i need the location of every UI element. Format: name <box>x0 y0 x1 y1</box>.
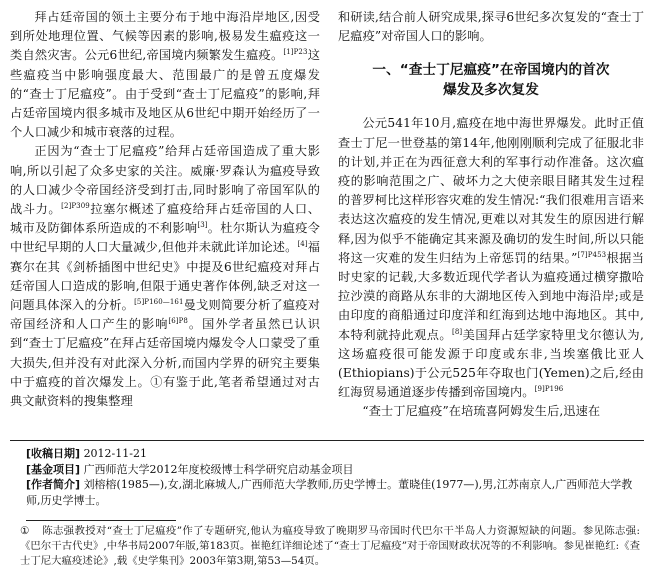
meta-value: 刘榕榕(1985—),女,湖北麻城人,广西师范大学教师,历史学博士。董晓佳(1977—),男,江苏南京人,广西师范大学教师,历史学博士。 <box>26 478 633 507</box>
article-meta <box>26 446 638 508</box>
fund-project <box>26 462 638 478</box>
text-run: 美国拜占廷学家特里戈尔德认为,这场瘟疫很可能发源于印度或东非,当埃塞俄比亚人(Ethiopians)于公元525年夺取也门(Yemen)之后,经由红海贸易通道逐步传播到帝国境内。 <box>338 327 645 400</box>
paragraph-outbreak <box>338 114 644 402</box>
right-column <box>338 8 644 422</box>
text-run: 拉塞尔概述了瘟疫给拜占廷帝国的人口、城市及防御体系所造成的不利影响 <box>10 202 320 236</box>
citation-ref: [6]P8 <box>168 317 188 326</box>
received-date <box>26 446 638 462</box>
meta-label: [收稿日期] <box>26 447 81 460</box>
citation-ref: [2]P309 <box>61 201 90 210</box>
section-heading-line2: 爆发及多次复发 <box>443 82 539 99</box>
section-heading <box>338 60 644 100</box>
citation-ref: [4] <box>297 240 308 249</box>
text-run: 。杜尔斯认为瘟疫令中世纪早期的人口大量减少,但他并未就此详加论述。 <box>10 221 320 255</box>
text-run: 。国外学者虽然已认识到“查士丁尼瘟疫”在拜占廷帝国境内爆发令人口蒙受了重大损失,但并没有对此深入分析,而国内学界的研究主要集中于瘟疫的首次爆发上。 <box>10 317 321 389</box>
text-run: 有鉴于此,笔者希望通过对古典文献资料的搜集整理 <box>10 374 320 409</box>
citation-ref: [9]P196 <box>534 385 564 394</box>
meta-label: [基金项目] <box>26 462 81 476</box>
citation-ref: [7]P453 <box>577 250 607 259</box>
footnote-rule <box>26 520 176 521</box>
text-run: 正因为“查士丁尼瘟疫”给拜占廷帝国造成了重大影响,所以引起了众多史家的关注。威廉·罗森认为瘟疫导致的人口减少令帝国经济受到打击,同时影响了帝国军队的战斗力。 <box>10 144 320 217</box>
paragraph-intro <box>10 8 320 142</box>
meta-value: 2012-11-21 <box>83 447 147 460</box>
citation-ref: [5]P160—161 <box>134 297 184 306</box>
text-run: 拜占廷帝国的领土主要分布于地中海沿岸地区,因受到所处地理位置、气候等因素的影响,极易发生瘟疫这一类自然灾害。公元6世纪,帝国境内频繁发生瘟疫。 <box>10 10 320 63</box>
footnote-marker: ① <box>150 374 163 389</box>
text-run: 福赛尔在其《剑桥插图中世纪史》中提及6世纪瘟疫对拜占廷帝国人口造成的影响,但限于通史著作体例,缺乏对这一问题具体深入的分析。 <box>10 240 320 313</box>
author-info <box>26 477 638 508</box>
paragraph-literature <box>10 142 320 411</box>
meta-label: [作者简介] <box>26 478 81 491</box>
citation-ref: [3] <box>197 221 208 230</box>
section-heading-line1: 一、“查士丁尼瘟疫”在帝国境内的首次 <box>372 62 610 79</box>
text-run: 根据当时史家的记载,大多数近现代学者认为瘟疫通过横穿撒哈拉沙漠的商路从东非的大湖地区传入到地中海沿岸;或是由印度的商船通过印度洋和红海到达地中海地区。其中,本特利就持此观点。 <box>338 250 644 342</box>
footnote <box>20 524 640 569</box>
paragraph-spread: “查士丁尼瘟疫”在培琉喜阿姆发生后,迅速在 <box>362 404 601 419</box>
citation-ref: [1]P23 <box>283 48 308 57</box>
paragraph-continued: 和研读,结合前人研究成果,探寻6世纪多次复发的“查士丁尼瘟疫”对帝国人口的影响。 <box>338 10 644 44</box>
left-column <box>10 8 320 411</box>
text-run: 公元541年10月,瘟疫在地中海世界爆发。此时正值查士丁尼一世登基的第14年,他刚刚顺利完成了征服北非的计划,并正在为西征意大利的军事行动作准备。这次瘟疫的影响范围之广、破坏力之大使亲眼目睹其发生过程的普罗柯比这样形容灾难的发生情况:“我们很难用言语来表达这次瘟疫的发生情况,更难以对其发生的原因进行解释,因为似乎不能确定其来源及确切的发生时间,所以只能将这一灾难的发生归结为上帝惩罚的结果。” <box>338 116 644 265</box>
meta-value: 广西师范大学2012年度校级博士科学研究启动基金项目 <box>83 462 354 476</box>
text-run: 这些瘟疫当中影响强度最大、范围最广的是曾五度爆发的“查士丁尼瘟疫”。由于受到“查士丁尼瘟疫”的影响,拜占廷帝国境内很多城市及地区从6世纪中期开始经历了一个人口减少和城市衰落的过程。 <box>10 48 320 140</box>
column-divider-rule <box>10 440 644 441</box>
citation-ref: [8] <box>452 327 463 336</box>
text-run: 曼戈则简要分析了瘟疫对帝国经济和人口产生的影响 <box>10 298 321 332</box>
footnote-mark: ① <box>20 525 30 537</box>
footnote-text: 陈志强教授对“查士丁尼瘟疫”作了专题研究,他认为瘟疫导致了晚期罗马帝国时代巴尔干半岛人力资源短缺的问题。参见陈志强:《巴尔干古代史》,中华书局2007年版,第183页。崔艳红详细论述了“查士丁尼瘟疫”对于帝国财政状况等的不利影响。参见崔艳红:《查士丁尼大瘟疫述论》,载《史学集刊》2003年第3期,第53—54页。 <box>20 525 640 567</box>
